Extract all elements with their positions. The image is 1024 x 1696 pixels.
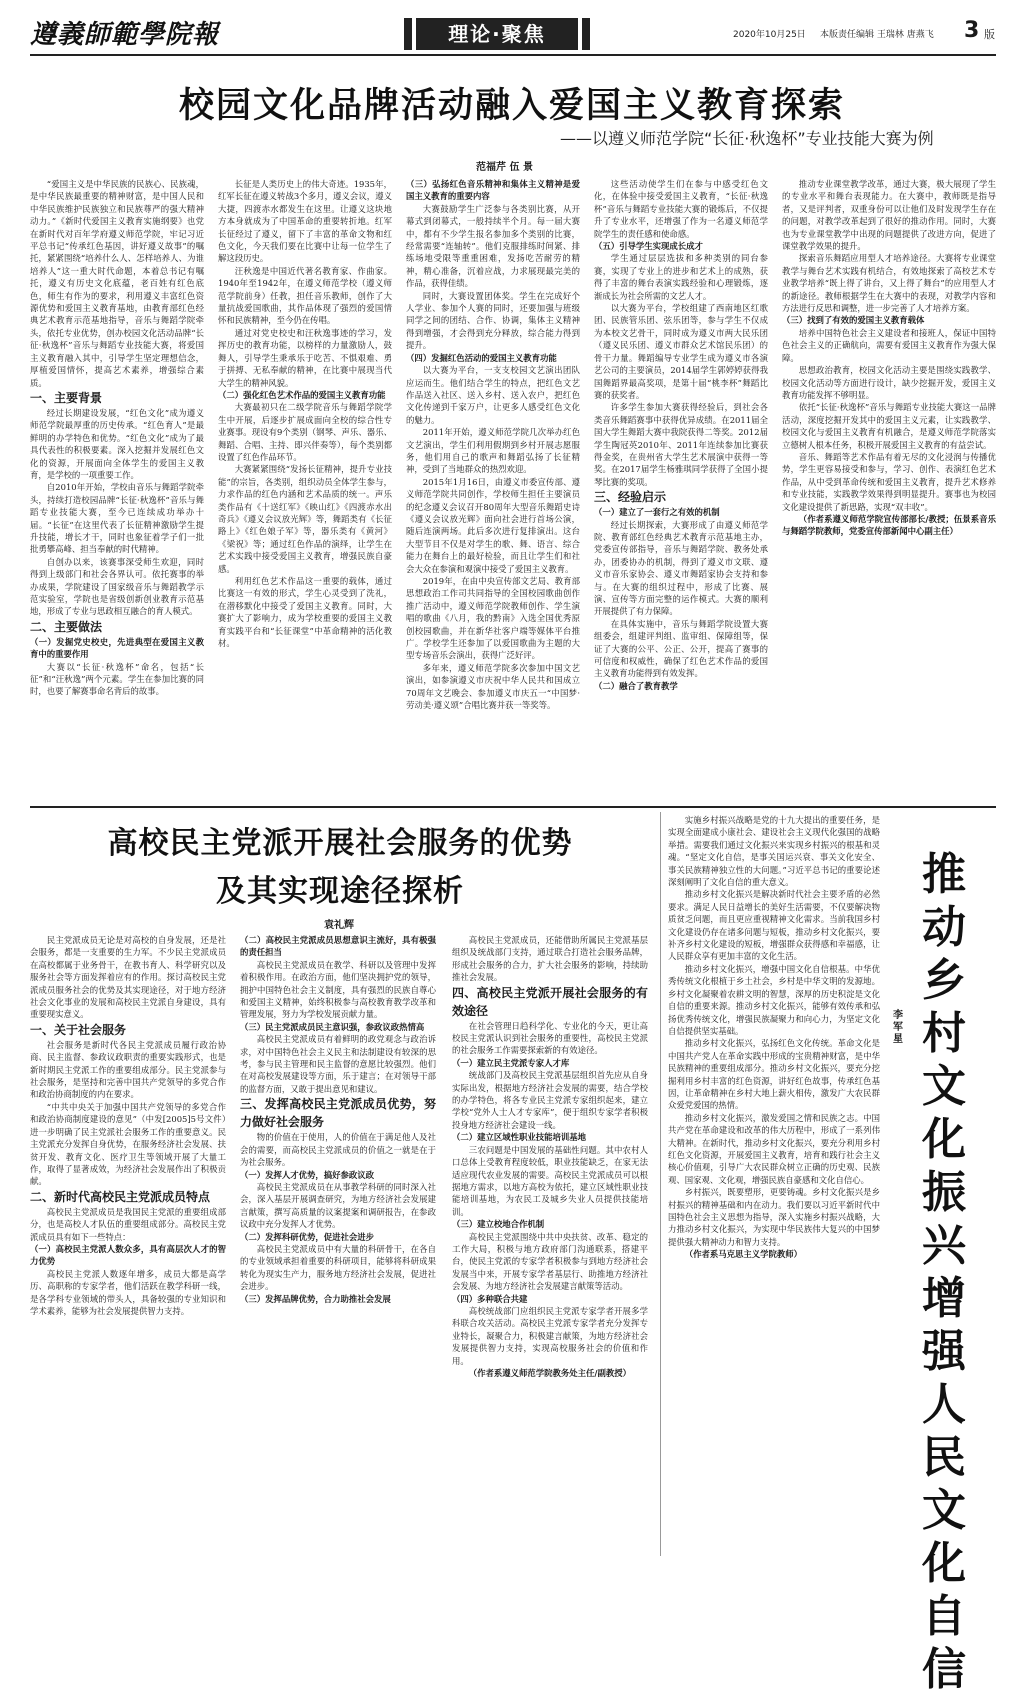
issue-date: 2020年10月25日 [733, 30, 806, 40]
paragraph: 许多学生参加大赛获得经验后，到社会各类音乐舞蹈赛事中获得优异成绩。在2011届全国大学生舞蹈大赛中我院获得二等奖。2012届学生陶冠英2010年、2011年连续参加比赛获得金奖，在贵州省大学生艺术展演中获得一等奖。在2017届学生杨雅琪同学获得了全国小提琴比赛的奖项。 [594, 402, 768, 487]
article2-column-3 [452, 934, 648, 1554]
paragraph: 2011年开始，遵义师范学院几次举办红色文艺演出，学生们利用假期到乡村开展志愿服务，他们用自己的歌声和舞蹈弘扬了长征精神，受到了当地群众的热烈欢迎。 [406, 427, 580, 475]
article2-title-line2: 及其实现途径探析 [216, 874, 464, 909]
paragraph: “中共中央关于加强中国共产党领导的多党合作和政治协商制度建设的意见”（中发[2005]5号文件）进一步明确了民主党派社会服务工作的重要意义。民主党派充分发挥自身优势，在服务经济社会发展、扶贫开发、教育文化、医疗卫生等领域开展了大量工作，取得了显著成效，为经济社会发展作出了积极贡献。 [30, 1101, 226, 1187]
article3-signature: （作者系马克思主义学院教师） [684, 1249, 803, 1260]
paragraph: 大赛以“长征·秋逸杯”命名，包括“长征”和“汪秋逸”两个元素。学生在参加比赛的同时，也要了解赛事命名背后的故事。 [30, 661, 204, 697]
article1-subtitle: ——以遵义师范学院“长征·秋逸杯”专业技能大赛为例 [560, 129, 934, 148]
article2-signature: （作者系遵义师范学院教务处主任/副教授） [468, 1368, 631, 1378]
article3-body [668, 814, 880, 1554]
page-number: 3 [964, 18, 980, 43]
paragraph: 高校民主党派围绕中共中央扶贫、改革、稳定的工作大局，积极与地方政府部门沟通联系，搭建平台，使民主党派的专家学者积极参与到地方经济社会发展当中来，开展专家学者基层行、助推地方经济社会发展、为地方经济社会发展建言献策等活动。 [452, 1231, 648, 1292]
paragraph: 同时，大赛设置团体奖。学生在完成好个人学业、参加个人赛的同时，还要加强与班级同学之间的团结、合作、协调，集体主义精神得到增强，才会得到充分释放，综合能力得到提升。 [406, 290, 580, 351]
paragraph: 大赛最初只在二级学院音乐与舞蹈学院学生中开展，后逐步扩展成面向全校的综合性专业赛事。现设有9个类别（钢琴、声乐、器乐、舞蹈、合唱、主持、即兴伴奏等），每个类别都设置了红色作品环节。 [218, 402, 392, 462]
paragraph: 依托“长征·秋逸杯”音乐与舞蹈专业技能大赛这一品牌活动，深度挖掘开发其中的爱国主义元素，让实践教学、校园文化与爱国主义教育有机融合，是遵义师范学院落实立德树人根本任务，积极开展爱国主义教育的有益尝试。 [782, 402, 996, 450]
page-unit: 版 [984, 28, 995, 41]
section-heading: 二、新时代高校民主党派成员特点 [30, 1189, 211, 1204]
subsection-heading: （一）高校民主党派人数众多，具有高层次人才的智力优势 [30, 1243, 226, 1267]
section-heading: 一、主要背景 [30, 390, 103, 405]
masthead-logo: 遵義師範學院報 [30, 20, 220, 50]
article2-column-2 [240, 934, 436, 1554]
section-heading: 三、发挥高校民主党派成员优势，努力做好社会服务 [240, 1097, 436, 1130]
subsection-heading: （二）强化红色艺术作品的爱国主义教育功能 [218, 389, 386, 400]
article1-column-4 [594, 178, 768, 802]
subsection-heading: （三）民主党派成员民主意识强，参政议政热情高 [240, 1021, 425, 1032]
paragraph: 多年来，遵义师范学院多次参加中国文艺演出，如参演遵义市庆祝中华人民共和国成立70周年文艺晚会、参加遵义市庆五一“中国梦·劳动美·遵义颂”合唱比赛并获一等奖等。 [406, 662, 580, 711]
article2-author: 袁礼辉 [324, 920, 354, 931]
paragraph: 2019年，在由中央宣传部文艺局、教育部思想政治工作司共同指导的全国校园歌曲创作推广活动中，遵义师范学院教师创作、学生演唱的歌曲《八月，我的黔南》入选全国优秀原创校园歌曲，并在新华社客户端等媒体平台推广。学校学生还参加了以爱国歌曲为主题的大型专场音乐会演出，获得广泛好评。 [406, 576, 580, 661]
paragraph: 高校民主党派人数逐年增多，成员大都是高学历、高职称的专家学者，他们活跃在教学科研一线，是各学科专业领域的带头人，具备较强的专业知识和学术素养，能够为社会发展提供智力支持。 [30, 1268, 226, 1316]
subsection-heading: （二）建立区域性职业技能培训基地 [452, 1132, 586, 1143]
paragraph: 通过对党史校史和汪秋逸事迹的学习，发挥历史的教育功能，以榜样的力量激励人，鼓舞人，引导学生秉承乐于吃苦、不惧艰难、勇于拼搏、无私奉献的精神，在比赛中展现当代大学生的精神风貌。 [218, 327, 392, 388]
paragraph: 长征是人类历史上的伟大奇迹。1935年，红军长征在遵义转战3个多月，遵义会议，遵义大捷，四渡赤水都发生在这里。让遵义这块地方本身就成为了中国革命的重要转折地。红军长征经过了遵义，留下了丰富的革命文物和红色文化，今天我们要在比赛中让每一位学生了解这段历史。 [218, 179, 392, 264]
paragraph: 大赛紧紧围绕“发扬长征精神，提升专业技能”的宗旨，各类别，组织动员全体学生参与，力求作品的红色内涵和艺术品质的统一。声乐类作品有《十送红军》《映山红》《四渡赤水出奇兵》《遵义会议放光辉》等，舞蹈类有《长征路上》《红色娘子军》等，器乐类有《黄河》《梁祝》等；通过红色作品的演绎，让学生在艺术实践中接受爱国主义教育，增强民族自豪感。 [218, 464, 392, 574]
paragraph: 利用红色艺术作品这一重要的载体，通过比赛这一有效的形式，学生心灵受到了洗礼，在潜移默化中接受了爱国主义教育。同时，大赛扩大了影响力，成为学校重要的爱国主义教育实践平台和“长征课堂”中革命精神的活化教材。 [218, 576, 392, 649]
paragraph: 自2010年开始，学校由音乐与舞蹈学院牵头，持续打造校园品牌“长征·秋逸杯”音乐与舞蹈专业技能大赛，至今已连续成功举办十届。“长征”在这里代表了长征精神激励学生提升技能，增长才干，同时也象征着学子们一批批勇攀高峰、担当奉献的时代精神。 [30, 482, 204, 555]
section-heading: 三、经验启示 [594, 490, 667, 505]
article2-title-line1: 高校民主党派开展社会服务的优势 [107, 826, 573, 861]
paragraph: 物的价值在于使用，人的价值在于满足他人及社会的需要，而高校民主党派成员的价值之一就是在于为社会服务。 [240, 1132, 436, 1168]
header-rule [30, 54, 996, 56]
paragraph: 统战部门及高校民主党派基层组织首先应从自身实际出发，根据地方经济社会发展的需要，结合学校的办学特色，将各专业民主党派专家组织起来，建立学校“党外人士人才专家库”，便于组织专家学者积极投身地方经济社会建设一线。 [452, 1070, 648, 1130]
article1-column-1 [30, 178, 204, 802]
paragraph: 推动乡村文化振兴是解决新时代社会主要矛盾的必然要求。满足人民日益增长的美好生活需要，不仅要解决物质贫乏问题，而且更应重视精神文化需求。当前我国乡村文化建设仍存在诸多问题与短板，推动乡村文化振兴，要补齐乡村文化建设的短板，增强群众获得感和幸福感，让人民群众享有更加丰富的文化生活。 [668, 889, 880, 962]
subsection-heading: （一）发挥人才优势，搞好参政议政 [240, 1169, 374, 1180]
section-heading: 四、高校民主党派开展社会服务的有效途径 [452, 985, 648, 1018]
subsection-heading: （一）建立民主党派专家人才库 [452, 1057, 570, 1068]
paragraph: 以大赛为平台，学校组建了西南地区红歌团、民族管乐团、弦乐团等，参与学生不仅成为本校文艺骨干，同时成为遵义市两大民乐团（遵义民乐团、遵义市群众艺术馆民乐团）的骨干力量。舞蹈编导专业学生成为遵义市各演艺公司的主要演员，2014届学生郭婷婷获得我国舞蹈界最高奖项，是第十届“桃李杯”舞蹈比赛的获奖者。 [594, 303, 768, 400]
paragraph: 在社会管理日趋科学化、专业化的今天，更让高校民主党派认识到社会服务的重要性，高校民主党派的社会服务工作需要探索新的有效途径。 [452, 1020, 648, 1056]
article3-author: 李军星 [893, 1010, 903, 1045]
paragraph: 经过长期探索，大赛形成了由遵义师范学院、教育部红色经典艺术教育示范基地主办，党委宣传部指导，音乐与舞蹈学院、教务处承办，团委协办的机制，得到了遵义市文联、遵义市音乐家协会、遵义市舞蹈家协会支持和参与。在大赛的组织过程中，形成了比赛、展演、宣传等方面完整的运作模式。大赛的顺利开展提供了有力保障。 [594, 519, 768, 617]
paragraph: 培养中国特色社会主义建设者和接班人，保证中国特色社会主义的正确航向，需要有爱国主义教育作为强大保障。 [782, 327, 996, 363]
article-divider [30, 806, 996, 808]
subsection-heading: （四）多种联合共建 [452, 1293, 528, 1304]
paragraph: 高校民主党派成员有着鲜明的政党观念与政治诉求，对中国特色社会主义民主和法制建设有较深的思考，参与民主管理和民主监督的意愿比较强烈。他们在对高校发展建设等方面，乐于建言；在对领导干部的监督方面，又敢于提出意见和建议。 [240, 1034, 436, 1094]
paragraph: 社会服务是新时代各民主党派成员履行政治协商、民主监督、参政议政职责的重要实践形式，也是新时期民主党派工作的重要组成部分。民主党派参与社会服务，是坚持和完善中国共产党领导的多党合作和政治协商制度的内在要求。 [30, 1039, 226, 1100]
paragraph: 高校民主党派成员在从事教学科研的同时深入社会，深入基层开展调查研究，为地方经济社会发展建言献策，撰写高质量的议案提案和调研报告，在参政议政中充分发挥人才优势。 [240, 1181, 436, 1230]
paragraph: 音乐、舞蹈等艺术作品有着无尽的文化浸润与传播优势，学生更容易接受和参与，学习、创作、表演红色艺术作品，从中受到革命传统和爱国主义教育，提升艺术修养和专业技能，实践教学效果得到明显提升。赛事也为校园文化建设提供了新思路，实现“双丰收”。 [782, 451, 996, 512]
subsection-heading: （三）找到了有效的爱国主义教育载体 [782, 315, 925, 326]
article1-authors: 范福芹 伍 景 [476, 162, 533, 173]
section-label: 理论·聚焦 [448, 22, 546, 46]
section-tab [404, 18, 590, 50]
paragraph: 经过长期建设发展，“红色文化”成为遵义师范学院最厚重的历史传承。“红色育人”是最鲜明的办学特色和优势。“红色文化”成为了最具代表性的积极要素。深入挖掘并发展红色文化的资源，开展面向全体学生的爱国主义教育，是学校的一项重要工作。 [30, 407, 204, 480]
paragraph: 高校民主党派成员，还能借助所属民主党派基层组织及统战部门支持，通过联合打造社会服务品牌，形成社会服务的合力，扩大社会服务的影响，持续助推社会发展。 [452, 935, 648, 983]
paragraph: 乡村振兴，既要塑形，更要铸魂。乡村文化振兴是乡村振兴的精神基础和内在动力。我们要以习近平新时代中国特色社会主义思想为指导，深入实施乡村振兴战略，大力推动乡村文化振兴，为实现中华民族伟大复兴的中国梦提供强大精神动力和智力支持。 [668, 1187, 880, 1247]
article2-column-1 [30, 934, 226, 1554]
column-rule [660, 812, 661, 1556]
paragraph: 实施乡村振兴战略是党的十九大提出的重要任务，是实现全面建成小康社会、建设社会主义现代化强国的战略举措。需要我们通过文化振兴来实现乡村振兴的根基和灵魂。“坚定文化自信，是事关国运兴衰、事关文化安全、事关民族精神独立性的大问题。”习近平总书记的重要论述深刻阐明了文化自信的重大意义。 [668, 815, 880, 888]
subsection-heading: （二）高校民主党派成员思想意识主流好，具有极强的责任担当 [240, 935, 436, 958]
article1-column-5 [782, 178, 996, 802]
paragraph: 思想政治教育，校园文化活动主要是围绕实践教学、校园文化活动等方面进行设计，缺少挖掘开发，爱国主义教育功能发挥不够明显。 [782, 365, 996, 400]
paragraph: 在具体实施中，音乐与舞蹈学院设置大赛组委会，组建评判组、监审组、保障组等，保证了大赛的公平、公正、公开，提高了赛事的可信度和权威性，确保了红色艺术作品的爱国主义教育功能得到有效发挥。 [594, 618, 768, 679]
article3-title: 推动乡村文化振兴 增强人民文化自信 [922, 849, 966, 1695]
paragraph: 探索音乐舞蹈应用型人才培养途径。大赛将专业课堂教学与舞台艺术实践有机结合，有效地探索了高校艺术专业教学培养“既上得了讲台，又上得了舞台”的应用型人才的新途径。教师根据学生在大赛中的表现，对教学内容和方法进行反思和调整，进一步完善了人才培养方案。 [782, 253, 996, 314]
paragraph: 高校民主党派成员中有大量的科研骨干，在各自的专业领域承担着重要的科研项目，能够将科研成果转化为现实生产力，服务地方经济社会发展，促进社会进步。 [240, 1243, 436, 1292]
article1-signature: （作者系遵义师范学院宣传部部长/教授；伍景系音乐与舞蹈学院教师，党委宣传部新闻中心副主任） [782, 513, 996, 537]
paragraph: 汪秋逸是中国近代著名教育家、作曲家。1940年至1942年，在遵义师范学校（遵义师范学院前身）任教，担任音乐教师，创作了大量抗战爱国歌曲，其作品体现了强烈的爱国情怀和民族精神，至今仍在传唱。 [218, 265, 392, 326]
paragraph: 以大赛为平台，一支支校园文艺演出团队应运而生。他们结合学生的特点，把红色文艺作品送入社区、送入乡村、送入农户，把红色文化传递到千家万户，让更多人感受红色文化的魅力。 [406, 365, 580, 425]
tab-right-bar [578, 18, 582, 50]
subsection-heading: （一）发掘党史校史，先进典型在爱国主义教育中的重要作用 [30, 636, 204, 660]
paragraph: 三农问题是中国发展的基础性问题。其中农村人口总体上受教育程度较低，职业技能缺乏，在家无法适应现代农业发展的需要。高校民主党派成员可以根据地方需求，以地方高校为依托，建立区域性职业技能培训基地，为农民工及城乡失业人员提供技能培训。 [452, 1144, 648, 1217]
paragraph: 推动乡村文化振兴，弘扬红色文化传统。革命文化是中国共产党人在革命实践中形成的宝贵精神财富，是中华民族精神的重要组成部分。推动乡村文化振兴，要充分挖掘利用乡村丰富的红色资源，讲好红色故事，传承红色基因，让革命精神在乡村大地上薪火相传，激发广大农民群众爱党爱国的热情。 [668, 1038, 880, 1111]
paragraph: 学生通过层层选拔和多种类别的同台参赛，实现了专业上的进步和艺术上的成熟，获得了丰富的舞台表演实践经验和心理锻炼，逐渐成长为社会所需的文艺人才。 [594, 253, 768, 301]
article1-title: 校园文化品牌活动融入爱国主义教育探索 [178, 86, 845, 126]
tab-left-bar [412, 18, 416, 50]
paragraph: 推动乡村文化振兴，激发爱国之情和民族之志。中国共产党在革命建设和改革的伟大历程中，形成了一系列伟大精神。在新时代，推动乡村文化振兴，要充分利用乡村红色文化资源，开展爱国主义教育，培育和践行社会主义核心价值观，引导广大农民群众树立正确的历史观、民族观、国家观、文化观，增强民族自豪感和文化自信心。 [668, 1112, 880, 1185]
paragraph: 这些活动使学生们在参与中感受红色文化，在体验中接受爱国主义教育，“长征·秋逸杯”音乐与舞蹈专业技能大赛的锻炼后，不仅提升了专业水平，还增强了作为一名遵义师范学院学生的责任感和使命感。 [594, 179, 768, 239]
paragraph: 高校统战部门应组织民主党派专家学者开展多学科联合攻关活动。高校民主党派专家学者充分发挥专业特长，凝聚合力，积极建言献策，为地方经济社会发展提供智力支持，实现高校服务社会的价值和作用。 [452, 1305, 648, 1366]
subsection-heading: （三）弘扬红色音乐精神和集体主义精神是爱国主义教育的重要内容 [406, 179, 580, 202]
page-editor: 本版责任编辑 王瑞林 唐燕飞 [820, 30, 934, 40]
article1-column-3 [406, 178, 580, 802]
paragraph: 大赛鼓励学生广泛参与各类别比赛，从开幕式到闭幕式，一般持续半个月。每一届大赛中，都有不少学生报名参加多个类别的比赛，经常需要“连轴转”。他们克服排练时间紧、排练场地受限等重重困难，发扬吃苦耐劳的精神，精心准备，沉着应战，力求展现最完美的作品，获得佳绩。 [406, 203, 580, 289]
subsection-heading: （五）引导学生实现成长成才 [594, 241, 703, 252]
paragraph: 高校民主党派成员在教学、科研以及管理中发挥着积极作用。在政治方面，他们坚决拥护党的领导，拥护中国特色社会主义制度，具有强烈的民族自尊心和爱国主义精神，始终积极参与高校教育教学改革和管理发展，努力为学校发展贡献力量。 [240, 959, 436, 1020]
paragraph: 2015年1月16日，由遵义市委宣传部、遵义师范学院共同创作，学校师生担任主要演员的纪念遵义会议召开80周年大型音乐舞蹈史诗《遵义会议放光辉》面向社会进行首场公演，随后连演两场。此后多次进行复排演出。这台大型节目不仅是对学生的歌、舞、语言、综合能力在舞台上的最好检验，而且让学生们和社会大众在参演和观演中接受了爱国主义教育。 [406, 476, 580, 574]
paragraph: 民主党派成员无论是对高校的自身发展，还是社会服务，都是一支重要的生力军。不少民主党派成员在高校都属于业务骨干，在教书育人、科学研究以及服务社会等方面发挥着应有的作用。探讨高校民主党派成员服务社会的优势及其实现途径，对于地方经济社会文化事业的发展和高校民主党派自身建设，具有重要现实意义。 [30, 935, 226, 1020]
paragraph: 推动专业课堂教学改革，通过大赛，极大展现了学生的专业水平和舞台表现能力。在大赛中，教师既是指导者，又是评判者，双重身份可以让他们及时发现学生存在的问题，对教学改革起到了很好的推动作用。同时，大赛也为专业课堂教学中出现的问题提供了改进方向，促进了课堂教学效果的提升。 [782, 179, 996, 252]
article1-column-2 [218, 178, 392, 802]
subsection-heading: （三）建立校地合作机制 [452, 1219, 545, 1230]
subsection-heading: （二）发挥科研优势，促进社会进步 [240, 1231, 374, 1242]
paragraph: “爱国主义是中华民族的民族心、民族魂，是中华民族最重要的精神财富，是中国人民和中华民族维护民族独立和民族尊严的强大精神动力。”《新时代爱国主义教育实施纲要》也党在新时代对百年学府遵义师范学院，牢记习近平总书记“传承红色基因，讲好遵义故事”的嘱托，紧紧围绕“培养什么人、怎样培养人、为谁培养人”这一重大时代命题，本着总书记有嘱托，遵义有历史文化底蕴，老百姓有红色底色，师生有作为的要求，利用遵义丰富红色资源优势和爱国主义教育基地，由教育部红色经典艺术教育示范基地指导，音乐与舞蹈学院牵头，依托专业优势，创办校园文化活动品牌“长征·秋逸杯”音乐与舞蹈专业技能大赛，将爱国主义教育融入其中，引导学生坚定理想信念，厚植爱国情怀，提高艺术素养，增强综合素质。 [30, 179, 204, 388]
paragraph: 自创办以来，该赛事深受师生欢迎，同时得到上级部门和社会各界认可。依托赛事的举办成果，学院建设了国家级音乐与舞蹈教学示范实验室，学院也是省级创新创业教育示范基地，形成了专业与思政相互融合的育人模式。 [30, 556, 204, 617]
subsection-heading: （二）融合了教育教学 [594, 680, 678, 691]
subsection-heading: （四）发掘红色活动的爱国主义教育功能 [406, 352, 557, 363]
subsection-heading: （一）建立了一套行之有效的机制 [594, 507, 720, 518]
paragraph: 推动乡村文化振兴，增强中国文化自信根基。中华优秀传统文化根植于乡土社会，乡村是中华文明的发源地。乡村文化凝聚着农耕文明的智慧，深厚的历史积淀是文化自信的重要来源。推动乡村文化振兴，能够有效传承和弘扬优秀传统文化，增强民族凝聚力和向心力，为坚定文化自信提供坚实基础。 [668, 963, 880, 1036]
paragraph: 高校民主党派成员是我国民主党派的重要组成部分，也是高校人才队伍的重要组成部分。高校民主党派成员具有如下一些特点： [30, 1206, 226, 1242]
section-heading: 一、关于社会服务 [30, 1022, 127, 1037]
section-heading: 二、主要做法 [30, 619, 103, 634]
subsection-heading: （三）发挥品牌优势，合力助推社会发展 [240, 1293, 391, 1304]
